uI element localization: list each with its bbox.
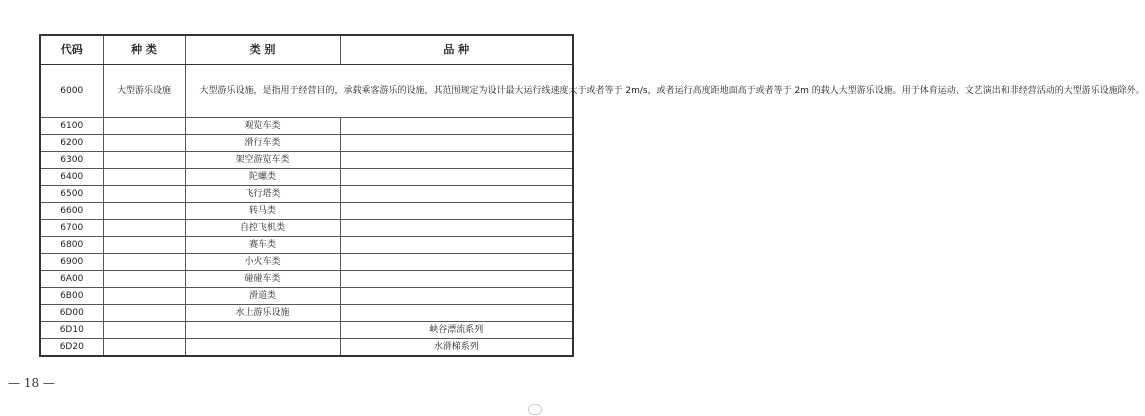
header-code: 代码 bbox=[40, 35, 103, 65]
cell-category bbox=[185, 339, 340, 357]
table-row bbox=[40, 135, 573, 152]
table-row bbox=[40, 220, 573, 237]
cell-category: 陀螺类 bbox=[185, 169, 340, 186]
table-row bbox=[40, 237, 573, 254]
cell-kind bbox=[103, 135, 185, 152]
cell-variety bbox=[340, 203, 573, 220]
cell-code: 6B00 bbox=[40, 288, 103, 305]
cell-code: 6400 bbox=[40, 169, 103, 186]
table-row bbox=[40, 271, 573, 288]
table-row bbox=[40, 186, 573, 203]
cell-category: 滑道类 bbox=[185, 288, 340, 305]
cell-category: 滑行车类 bbox=[185, 135, 340, 152]
table-header-row bbox=[40, 35, 573, 65]
equipment-catalog-table bbox=[39, 34, 1145, 357]
table-row bbox=[40, 288, 573, 305]
cell-variety: 水滑梯系列 bbox=[340, 339, 573, 357]
cell-variety bbox=[340, 135, 573, 152]
cell-variety bbox=[340, 118, 573, 135]
table-row bbox=[40, 169, 573, 186]
cell-category: 水上游乐设施 bbox=[185, 305, 340, 322]
cell-kind bbox=[103, 169, 185, 186]
cell-kind bbox=[103, 118, 185, 135]
cell-kind bbox=[103, 237, 185, 254]
cell-kind bbox=[103, 322, 185, 339]
cell-code: 6D00 bbox=[40, 305, 103, 322]
cell-category: 碰碰车类 bbox=[185, 271, 340, 288]
cell-kind bbox=[103, 186, 185, 203]
cell-code: 6300 bbox=[40, 152, 103, 169]
table-row bbox=[40, 254, 573, 271]
cell-category bbox=[185, 322, 340, 339]
table-row bbox=[40, 305, 573, 322]
cell-variety bbox=[340, 305, 573, 322]
cell-code: 6D10 bbox=[40, 322, 103, 339]
page-number: — 18 — bbox=[8, 376, 55, 390]
cell-description: 大型游乐设施，是指用于经营目的，承载乘客游乐的设施，其范围规定为设计最大运行线速度大于或者等于 2m/s，或者运行高度距地面高于或者等于 2m 的载人大型游乐设施。用于体育运动、文艺演出和非经营活动的大型游乐设施除外。 bbox=[185, 65, 573, 118]
table-row bbox=[40, 118, 573, 135]
table-row bbox=[40, 339, 573, 357]
cell-code: 6700 bbox=[40, 220, 103, 237]
cell-variety: 峡谷漂流系列 bbox=[340, 322, 573, 339]
watermark bbox=[528, 402, 548, 415]
table-row bbox=[40, 152, 573, 169]
cell-variety bbox=[340, 220, 573, 237]
cell-category: 架空游览车类 bbox=[185, 152, 340, 169]
cell-category: 飞行塔类 bbox=[185, 186, 340, 203]
cell-category: 观览车类 bbox=[185, 118, 340, 135]
cell-code: 6100 bbox=[40, 118, 103, 135]
cell-code: 6500 bbox=[40, 186, 103, 203]
cell-code: 6600 bbox=[40, 203, 103, 220]
cell-code: 6200 bbox=[40, 135, 103, 152]
cell-variety bbox=[340, 186, 573, 203]
cell-code: 6D20 bbox=[40, 339, 103, 357]
cell-kind bbox=[103, 339, 185, 357]
cell-variety bbox=[340, 237, 573, 254]
cell-kind bbox=[103, 152, 185, 169]
cell-code: 6000 bbox=[40, 65, 103, 118]
cell-variety bbox=[340, 169, 573, 186]
header-category: 类 别 bbox=[185, 35, 340, 65]
cell-category: 自控飞机类 bbox=[185, 220, 340, 237]
cell-kind bbox=[103, 254, 185, 271]
header-variety: 品 种 bbox=[340, 35, 573, 65]
cell-variety bbox=[340, 271, 573, 288]
cell-kind: 大型游乐设施 bbox=[103, 65, 185, 118]
cell-kind bbox=[103, 220, 185, 237]
cell-kind bbox=[103, 288, 185, 305]
cell-code: 6800 bbox=[40, 237, 103, 254]
cell-kind bbox=[103, 271, 185, 288]
table-row-main-category bbox=[40, 65, 573, 118]
cell-category: 小火车类 bbox=[185, 254, 340, 271]
cell-category: 转马类 bbox=[185, 203, 340, 220]
cell-code: 6A00 bbox=[40, 271, 103, 288]
table-row bbox=[40, 322, 573, 339]
cell-category: 赛车类 bbox=[185, 237, 340, 254]
wechat-icon bbox=[528, 404, 542, 415]
cell-variety bbox=[340, 254, 573, 271]
table-row bbox=[40, 203, 573, 220]
cell-kind bbox=[103, 305, 185, 322]
cell-code: 6900 bbox=[40, 254, 103, 271]
cell-variety bbox=[340, 152, 573, 169]
header-kind: 种 类 bbox=[103, 35, 185, 65]
cell-kind bbox=[103, 203, 185, 220]
cell-variety bbox=[340, 288, 573, 305]
